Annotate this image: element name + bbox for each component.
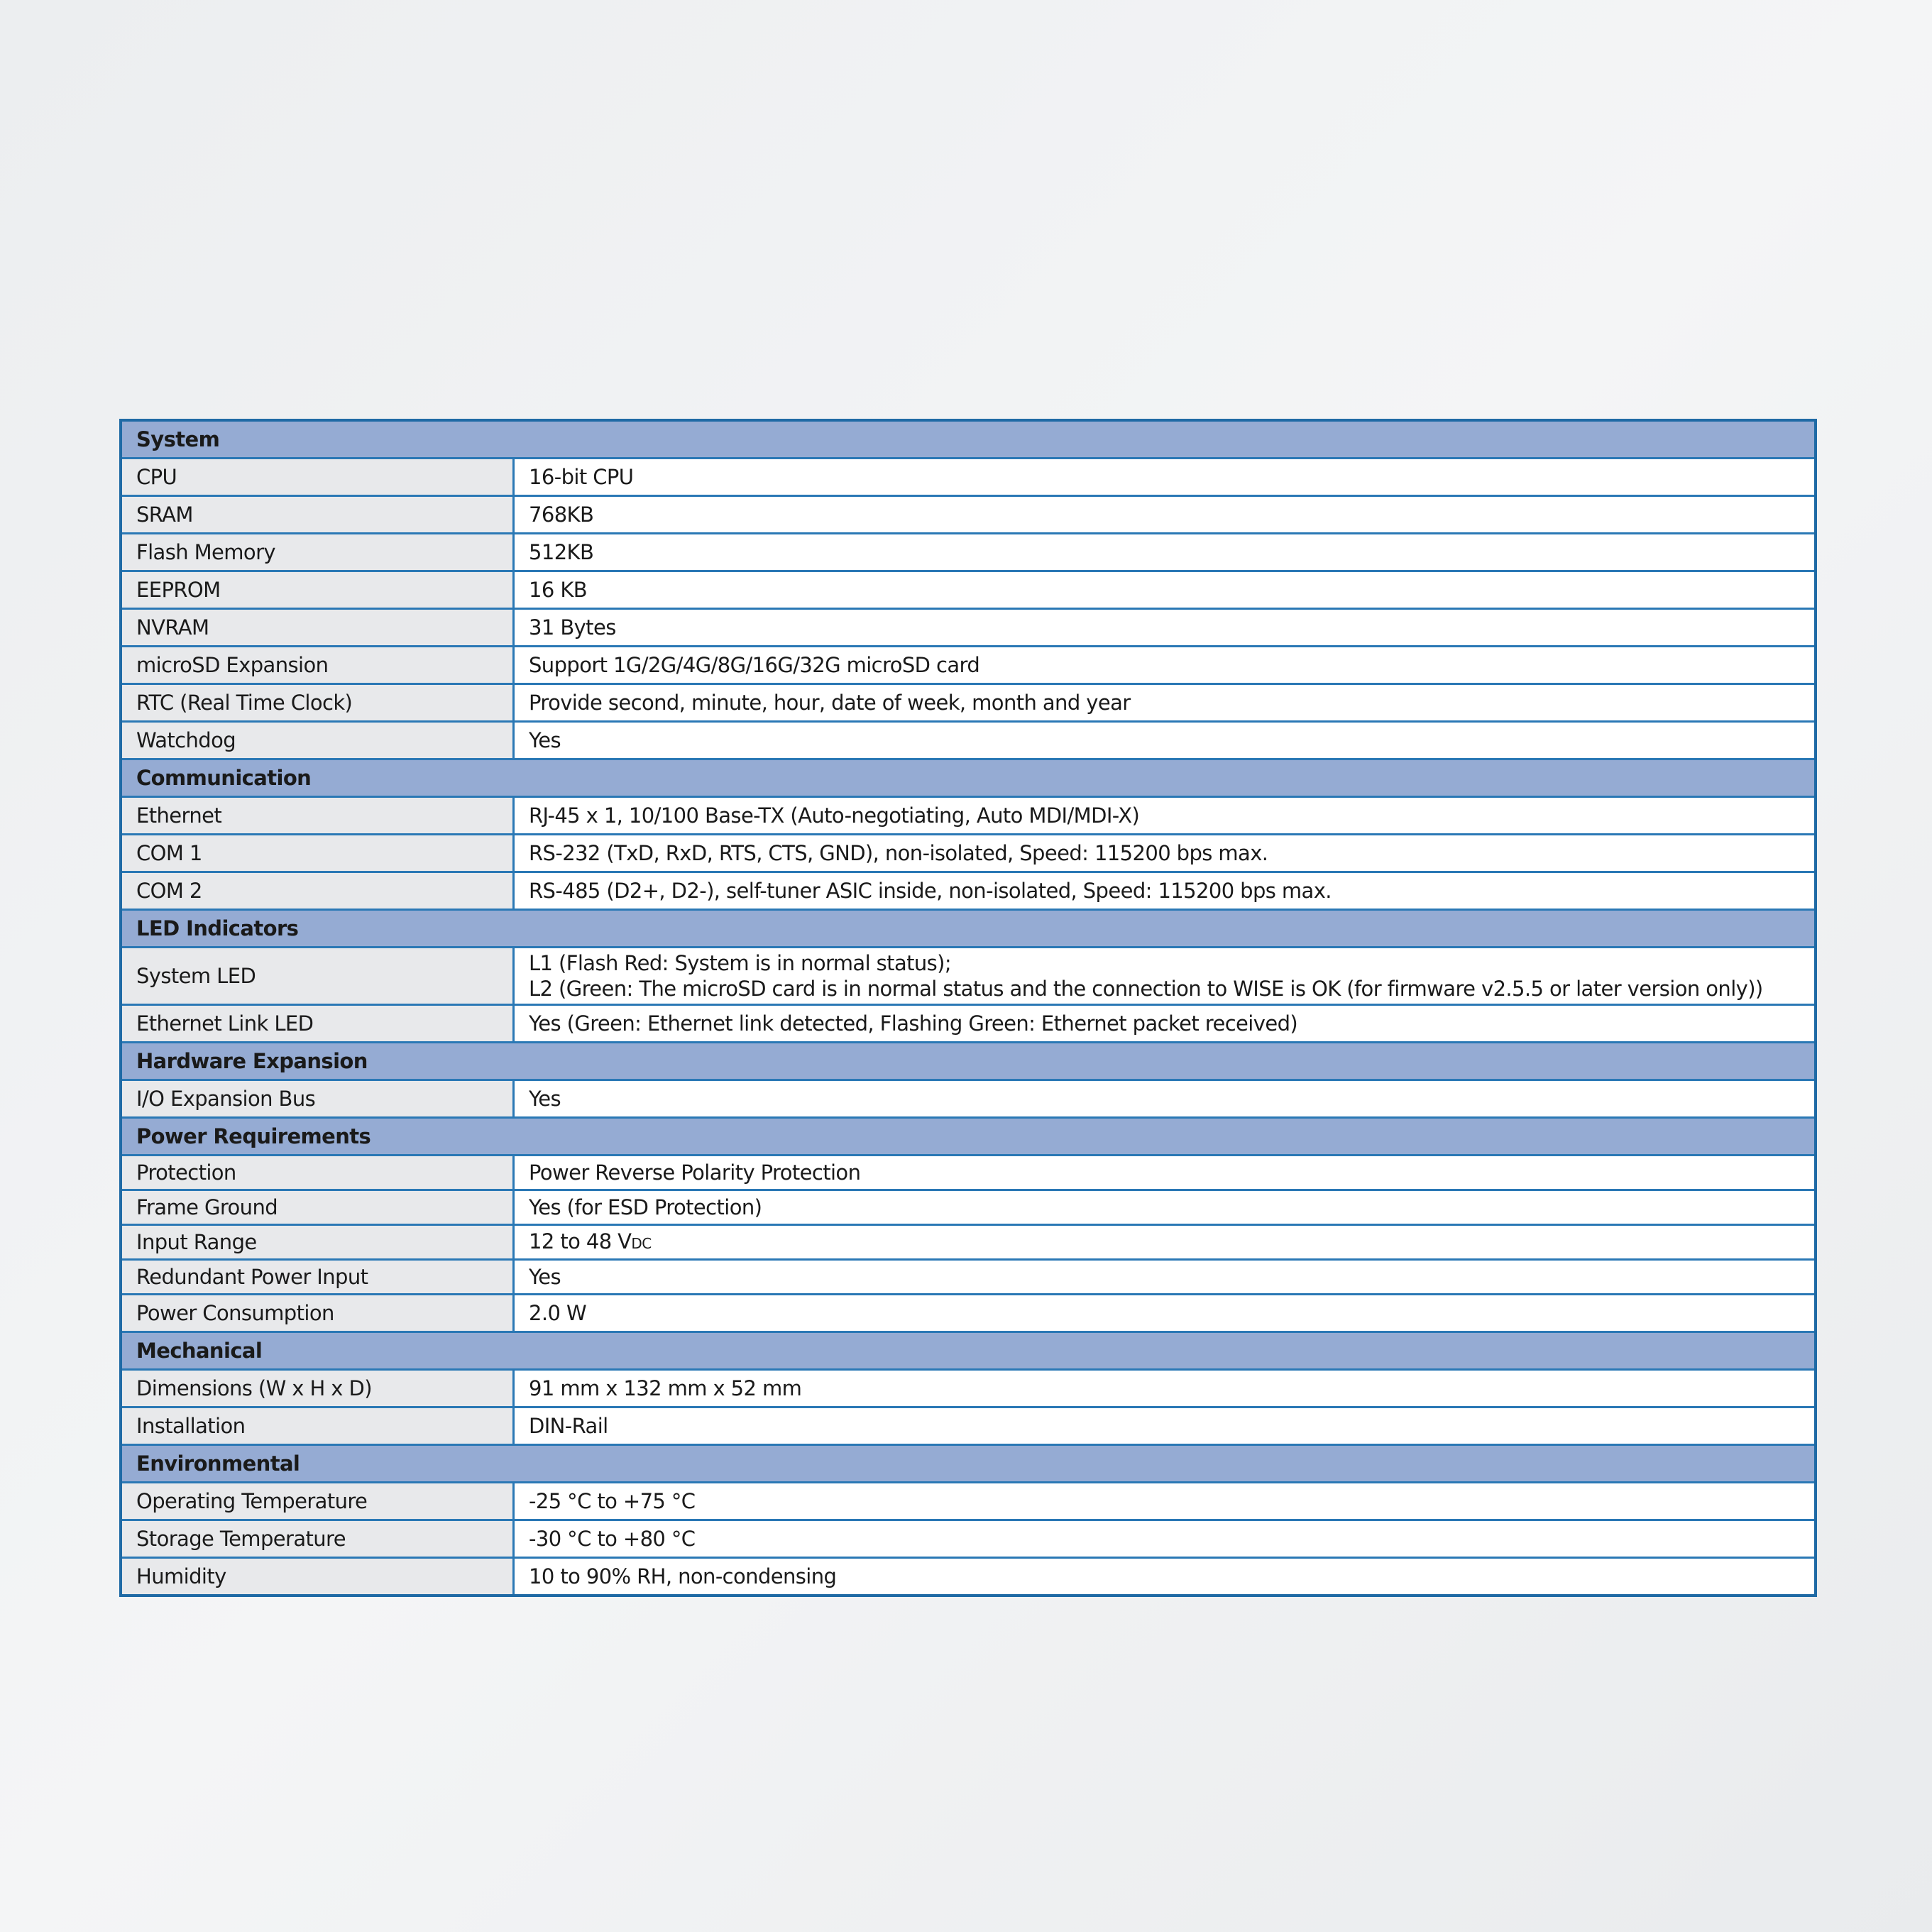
value-text: 12 to 48 V xyxy=(529,1229,632,1253)
table-row xyxy=(121,647,1816,684)
section-header-mechanical xyxy=(121,1332,1816,1370)
row-value: 10 to 90% RH, non-condensing xyxy=(514,1558,1816,1596)
row-value: Yes xyxy=(514,1080,1816,1118)
row-value: RJ-45 x 1, 10/100 Base-TX (Auto-negotiating, Auto MDI/MDI-X) xyxy=(514,797,1816,835)
table-row xyxy=(121,722,1816,759)
row-value: 31 Bytes xyxy=(514,609,1816,647)
row-label: Humidity xyxy=(121,1558,514,1596)
row-value: 512KB xyxy=(514,534,1816,571)
row-label: EEPROM xyxy=(121,571,514,609)
row-label: Operating Temperature xyxy=(121,1483,514,1520)
row-label: Input Range xyxy=(121,1225,514,1260)
table-row xyxy=(121,684,1816,722)
table-row xyxy=(121,571,1816,609)
table-row xyxy=(121,1407,1816,1445)
section-header-led-indicators xyxy=(121,910,1816,948)
row-label: Ethernet Link LED xyxy=(121,1005,514,1043)
row-label: Storage Temperature xyxy=(121,1520,514,1558)
row-value: Yes xyxy=(514,1260,1816,1295)
row-label: System LED xyxy=(121,948,514,1005)
row-value xyxy=(514,1225,1816,1260)
row-value: 91 mm x 132 mm x 52 mm xyxy=(514,1370,1816,1407)
row-value: Yes (for ESD Protection) xyxy=(514,1190,1816,1225)
row-value: Yes xyxy=(514,722,1816,759)
row-value: Yes (Green: Ethernet link detected, Flashing Green: Ethernet packet received) xyxy=(514,1005,1816,1043)
row-label: Frame Ground xyxy=(121,1190,514,1225)
section-title: Hardware Expansion xyxy=(121,1043,1816,1080)
table-row xyxy=(121,1260,1816,1295)
row-label: RTC (Real Time Clock) xyxy=(121,684,514,722)
row-value: RS-485 (D2+, D2-), self-tuner ASIC inside, non-isolated, Speed: 115200 bps max. xyxy=(514,872,1816,910)
table-row xyxy=(121,496,1816,534)
row-value: 768KB xyxy=(514,496,1816,534)
table-row xyxy=(121,1558,1816,1596)
row-value: 16-bit CPU xyxy=(514,459,1816,496)
specifications-table xyxy=(119,419,1817,1597)
row-value: 16 KB xyxy=(514,571,1816,609)
section-title: Environmental xyxy=(121,1445,1816,1483)
section-title: System xyxy=(121,420,1816,459)
table-row xyxy=(121,534,1816,571)
row-value: 2.0 W xyxy=(514,1295,1816,1332)
row-value xyxy=(514,948,1816,1005)
section-title: LED Indicators xyxy=(121,910,1816,948)
table-row xyxy=(121,797,1816,835)
row-value: DIN-Rail xyxy=(514,1407,1816,1445)
row-label: Flash Memory xyxy=(121,534,514,571)
row-label: Power Consumption xyxy=(121,1295,514,1332)
row-label: CPU xyxy=(121,459,514,496)
row-label: Dimensions (W x H x D) xyxy=(121,1370,514,1407)
row-label: COM 1 xyxy=(121,835,514,872)
row-label: Protection xyxy=(121,1156,514,1190)
section-title: Mechanical xyxy=(121,1332,1816,1370)
table-row xyxy=(121,1190,1816,1225)
table-row xyxy=(121,948,1816,1005)
table-row xyxy=(121,609,1816,647)
table-row xyxy=(121,1225,1816,1260)
row-value: Provide second, minute, hour, date of week, month and year xyxy=(514,684,1816,722)
value-line: L1 (Flash Red: System is in normal status); xyxy=(529,951,952,975)
row-label: SRAM xyxy=(121,496,514,534)
row-label: Watchdog xyxy=(121,722,514,759)
row-label: COM 2 xyxy=(121,872,514,910)
table-row xyxy=(121,1156,1816,1190)
section-header-hardware-expansion xyxy=(121,1043,1816,1080)
section-header-environmental xyxy=(121,1445,1816,1483)
row-label: NVRAM xyxy=(121,609,514,647)
table-row xyxy=(121,1483,1816,1520)
table-row xyxy=(121,1295,1816,1332)
table-row xyxy=(121,835,1816,872)
row-value: -25 °C to +75 °C xyxy=(514,1483,1816,1520)
section-title: Communication xyxy=(121,759,1816,797)
table-row xyxy=(121,1005,1816,1043)
section-header-communication xyxy=(121,759,1816,797)
value-line: L2 (Green: The microSD card is in normal status and the connection to WISE is OK (for firmware v2.5.5 or later version only)) xyxy=(529,977,1763,1001)
section-header-power-requirements xyxy=(121,1118,1816,1156)
row-value: -30 °C to +80 °C xyxy=(514,1520,1816,1558)
table-row xyxy=(121,459,1816,496)
row-value: Support 1G/2G/4G/8G/16G/32G microSD card xyxy=(514,647,1816,684)
row-value: Power Reverse Polarity Protection xyxy=(514,1156,1816,1190)
value-subscript: DC xyxy=(631,1234,652,1252)
row-label: I/O Expansion Bus xyxy=(121,1080,514,1118)
section-header-system xyxy=(121,420,1816,459)
row-label: Redundant Power Input xyxy=(121,1260,514,1295)
table-row xyxy=(121,872,1816,910)
row-label: Ethernet xyxy=(121,797,514,835)
row-label: microSD Expansion xyxy=(121,647,514,684)
row-label: Installation xyxy=(121,1407,514,1445)
section-title: Power Requirements xyxy=(121,1118,1816,1156)
table-row xyxy=(121,1520,1816,1558)
table-row xyxy=(121,1370,1816,1407)
table-row xyxy=(121,1080,1816,1118)
row-value: RS-232 (TxD, RxD, RTS, CTS, GND), non-isolated, Speed: 115200 bps max. xyxy=(514,835,1816,872)
